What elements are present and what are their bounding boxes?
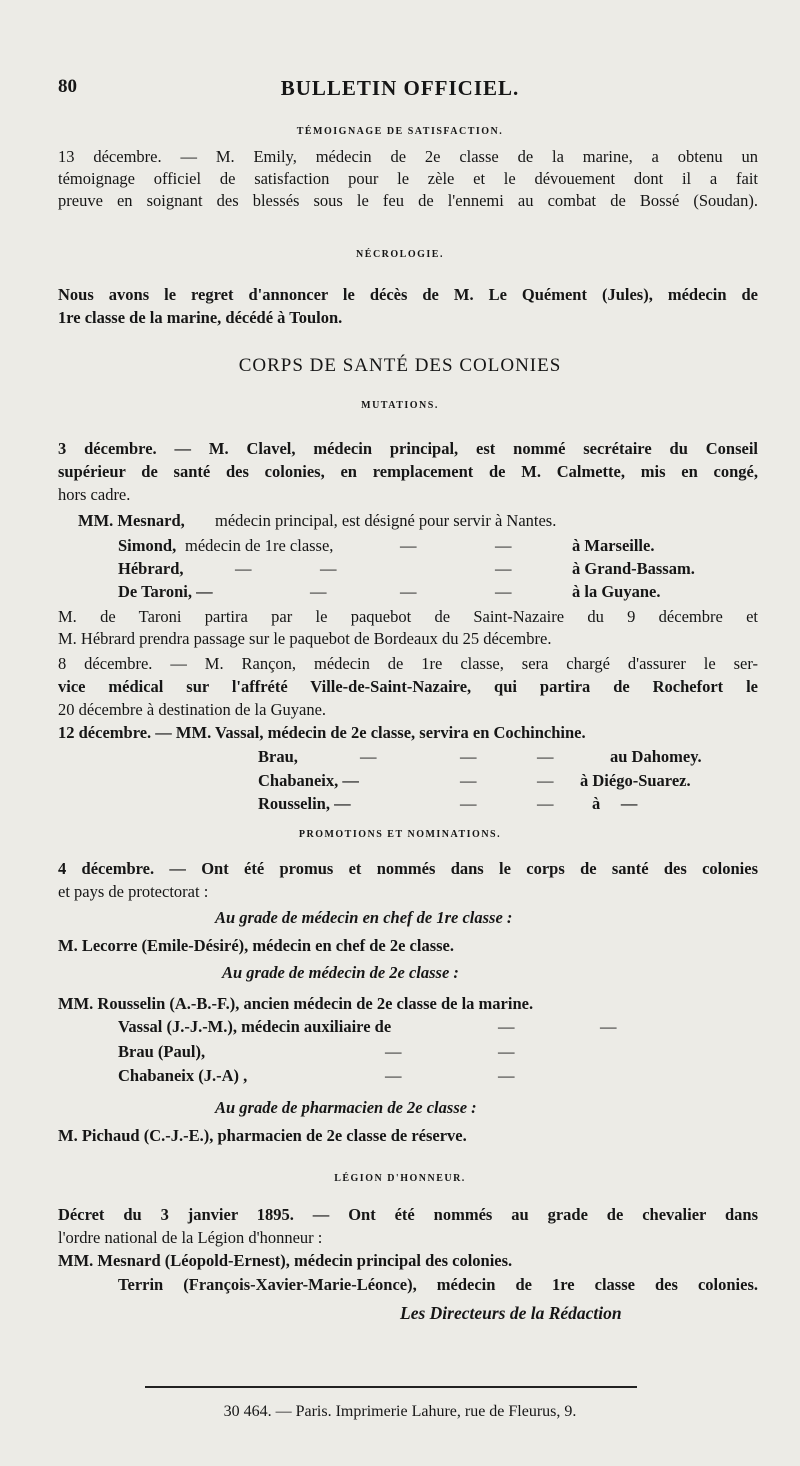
mutation-name: Chabaneix, — [258,771,359,790]
mutation-line: 3 décembre. — M. Clavel, médecin principal, est nommé secrétaire du Conseil [58,439,758,458]
mutation-line: 12 décembre. — MM. Vassal, médecin de 2e classe, servira en Cochinchine. [58,723,586,742]
ditto-mark: — [235,559,252,578]
page-header [0,76,800,106]
grade-name: MM. Rousselin (A.-B.-F.), ancien médecin de 2e classe de la marine. [58,994,534,1013]
mutation-destination: à Grand-Bassam. [572,559,695,578]
mutation-line: M. Hébrard prendra passage sur le paquebot de Bordeaux du 25 décembre. [58,629,552,648]
necrologie-line: Nous avons le regret d'annoncer le décès de M. Le Quément (Jules), médecin de [58,285,758,304]
ditto-mark: — [310,582,327,601]
grade-line: M. Lecorre (Emile-Désiré), médecin en chef de 2e classe. [58,936,455,955]
ditto-mark: — [537,794,554,813]
satisfaction-line: preuve en soignant des blessés sous le feu de l'ennemi au combat de Bossé (Soudan). [58,191,758,210]
mutation-name: Brau, [258,747,298,766]
mutations-heading: MUTATIONS. [361,400,439,411]
signature: Les Directeurs de la Rédaction [400,1303,622,1323]
promotions-line: 4 décembre. — Ont été promus et nommés dans le corps de santé des colonies [58,859,758,878]
printer-imprint: 30 464. — Paris. Imprimerie Lahure, rue de Fleurus, 9. [223,1403,577,1420]
mutation-line: 20 décembre à destination de la Guyane. [58,700,327,719]
legion-line: Décret du 3 janvier 1895. — Ont été nommés au grade de chevalier dans [58,1205,758,1224]
grade-name: Vassal (J.-J.-M.), médecin auxiliaire de [118,1017,392,1036]
mutation-name: De Taroni, — [118,582,213,601]
mutation-line: vice médical sur l'affrété Ville-de-Saint-Nazaire, qui partira de Rochefort le [58,677,758,696]
mutation-name: Hébrard, [118,559,184,578]
ditto-mark: — [385,1042,402,1061]
grade-heading: Au grade de médecin de 2e classe : [222,963,459,982]
satisfaction-line: 13 décembre. — M. Emily, médecin de 2e classe de la marine, a obtenu un [58,147,758,166]
grade-line: M. Pichaud (C.-J.-E.), pharmacien de 2e classe de réserve. [58,1126,467,1145]
mutation-name: MM. Mesnard, [78,511,185,530]
bulletin-title: BULLETIN OFFICIEL. [280,76,520,100]
footer-rule [145,1386,637,1388]
grade-name: Chabaneix (J.-A) , [118,1066,248,1085]
mutation-desc: médecin de 1re classe, [185,536,334,555]
ditto-mark: — [537,747,554,766]
legion-line: l'ordre national de la Légion d'honneur : [58,1228,323,1247]
ditto-mark: — [360,747,377,766]
mutation-destination: à Diégo-Suarez. [580,771,691,790]
promotions-heading: PROMOTIONS ET NOMINATIONS. [298,829,502,840]
satisfaction-heading: TÉMOIGNAGE DE SATISFACTION. [296,126,504,137]
ditto-mark: — [600,1017,617,1036]
legion-heading: LÉGION D'HONNEUR. [334,1173,466,1184]
ditto-mark: — [400,582,417,601]
mutation-line: M. de Taroni partira par le paquebot de Saint-Nazaire du 9 décembre et [58,607,758,626]
legion-line: Terrin (François-Xavier-Marie-Léonce), médecin de 1re classe des colonies. [118,1275,758,1294]
mutation-desc: médecin principal, est désigné pour servir à Nantes. [215,511,557,530]
grade-heading: Au grade de pharmacien de 2e classe : [215,1098,477,1117]
mutation-destination: à la Guyane. [572,582,661,601]
ditto-mark: — [385,1066,402,1085]
page-number: 80 [58,76,77,97]
mutation-destination: à — [592,794,638,813]
ditto-mark: — [460,771,477,790]
ditto-mark: — [495,559,512,578]
ditto-mark: — [498,1042,515,1061]
ditto-mark: — [495,582,512,601]
necrologie-heading: NÉCROLOGIE. [356,249,444,260]
ditto-mark: — [460,747,477,766]
ditto-mark: — [495,536,512,555]
mutation-destination: à Marseille. [572,536,655,555]
grade-name: Brau (Paul), [118,1042,206,1061]
ditto-mark: — [460,794,477,813]
mutation-destination: au Dahomey. [610,747,702,766]
mutation-name: Simond, [118,536,177,555]
ditto-mark: — [400,536,417,555]
ditto-mark: — [498,1017,515,1036]
mutation-name: Rousselin, — [258,794,351,813]
promotions-line: et pays de protectorat : [58,882,209,901]
legion-line: MM. Mesnard (Léopold-Ernest), médecin principal des colonies. [58,1251,513,1270]
ditto-mark: — [537,771,554,790]
ditto-mark: — [320,559,337,578]
mutation-line: 8 décembre. — M. Rançon, médecin de 1re classe, sera chargé d'assurer le ser- [58,654,758,673]
necrologie-line: 1re classe de la marine, décédé à Toulon. [58,308,343,327]
ditto-mark: — [498,1066,515,1085]
satisfaction-line: témoignage officiel de satisfaction pour le zèle et le dévouement dont il a fait [58,169,758,188]
corps-heading: CORPS DE SANTÉ DES COLONIES [238,355,562,376]
grade-heading: Au grade de médecin en chef de 1re classe : [215,908,513,927]
mutation-line: supérieur de santé des colonies, en remplacement de M. Calmette, mis en congé, [58,462,758,481]
mutation-line: hors cadre. [58,485,131,504]
